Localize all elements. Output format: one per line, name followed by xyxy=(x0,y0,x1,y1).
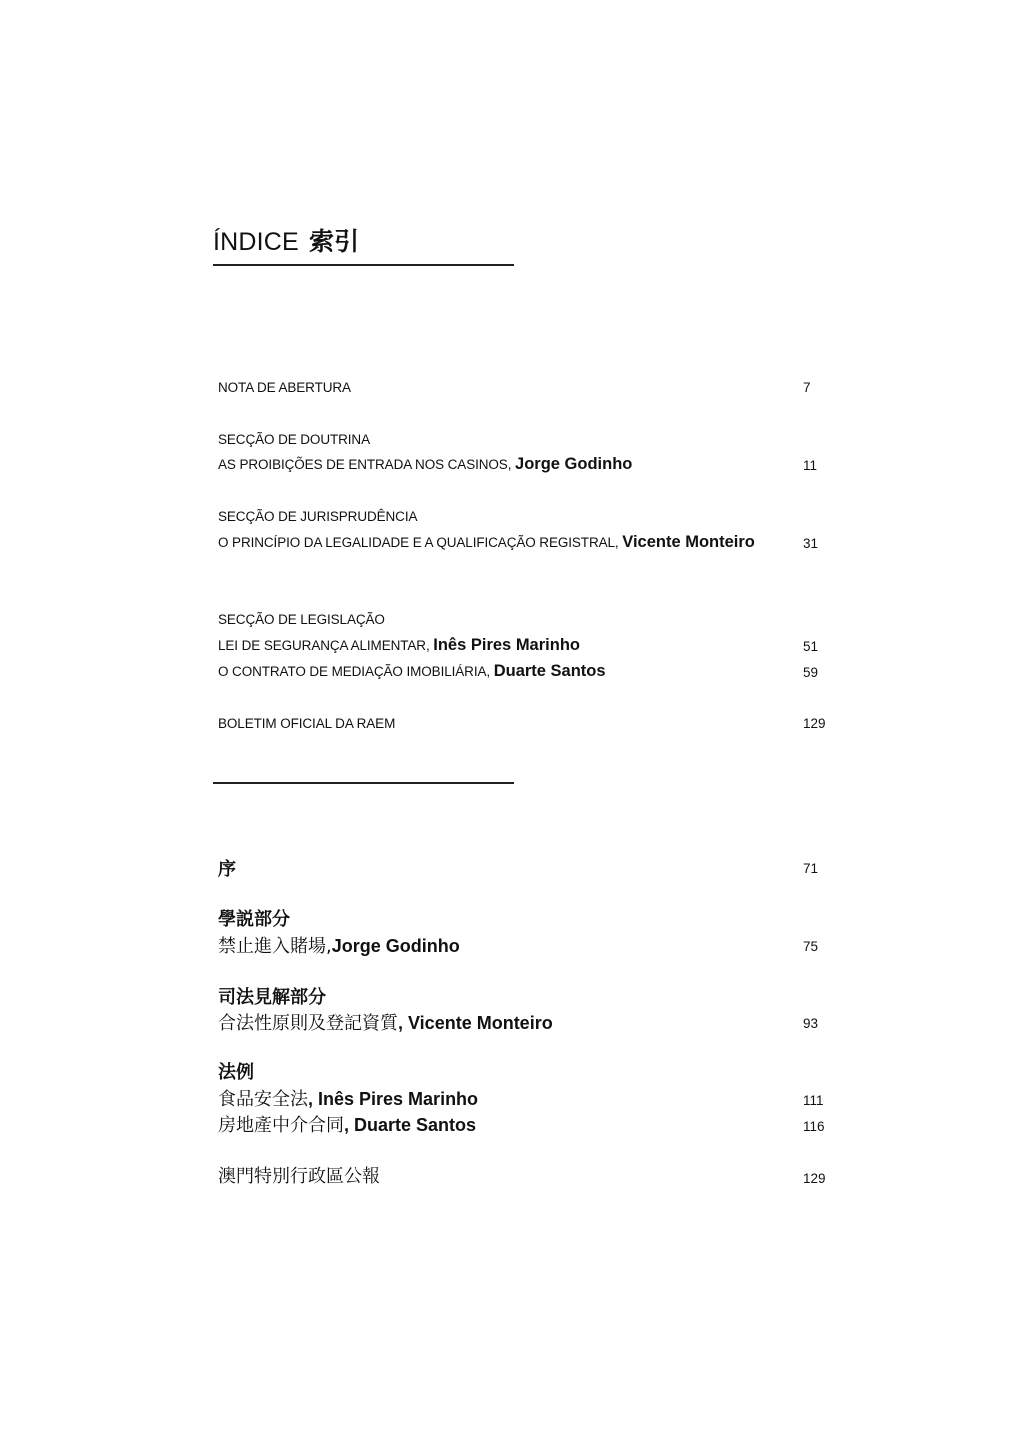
toc-entry-boletim-page: 129 xyxy=(803,716,826,731)
toc-entry-legality-zh[interactable] xyxy=(218,1014,553,1033)
toc-entry-author: Inês Pires Marinho xyxy=(433,636,580,654)
toc-entry-casino-ban-zh-page: 75 xyxy=(803,939,819,954)
toc-entry-title: 房地產中介合同 xyxy=(218,1115,344,1136)
section-heading-jurisprudence-zh: 司法見解部分 xyxy=(218,987,326,1008)
toc-entry-title: O PRINCÍPIO DA LEGALIDADE E A QUALIFICAÇÃO REGISTRAL, xyxy=(218,535,619,550)
section-heading-legislation-zh: 法例 xyxy=(218,1062,254,1083)
toc-entry-author: Duarte Santos xyxy=(493,662,606,680)
toc-entry-title: O CONTRATO DE MEDIAÇÃO IMOBILIÁRIA, xyxy=(218,664,491,679)
toc-entry-author: Jorge Godinho xyxy=(515,455,633,473)
toc-entry-preface[interactable]: 序 xyxy=(218,859,236,880)
section-heading-doctrine-zh: 學説部分 xyxy=(218,909,290,930)
toc-entry-seguranca-alimentar-page: 51 xyxy=(803,639,819,654)
toc-entry-seguranca-alimentar[interactable] xyxy=(218,637,580,654)
toc-entry-bulletin-zh-page: 129 xyxy=(803,1171,826,1186)
toc-entry-mediacao-imobiliaria[interactable] xyxy=(218,663,606,680)
toc-entry-preface-page: 71 xyxy=(803,861,819,876)
toc-entry-author: , Duarte Santos xyxy=(344,1115,477,1135)
toc-entry-real-estate-zh[interactable] xyxy=(218,1116,476,1135)
toc-entry-title: 食品安全法 xyxy=(218,1089,308,1110)
toc-entry-casino-ban-zh[interactable] xyxy=(218,937,460,956)
toc-entry-boletim[interactable]: BOLETIM OFICIAL DA RAEM xyxy=(218,716,396,731)
toc-entry-real-estate-zh-page: 116 xyxy=(803,1119,825,1134)
toc-entry-nota-title[interactable]: NOTA DE ABERTURA xyxy=(218,380,351,395)
language-divider xyxy=(213,782,514,784)
toc-entry-title: LEI DE SEGURANÇA ALIMENTAR, xyxy=(218,638,430,653)
toc-entry-author: , Vicente Monteiro xyxy=(398,1013,553,1033)
toc-entry-food-safety-zh-page: 111 xyxy=(803,1093,824,1108)
toc-entry-legalidade-page: 31 xyxy=(803,536,819,551)
page-title-zh: 索引 xyxy=(308,227,360,256)
toc-entry-legalidade[interactable] xyxy=(218,534,755,551)
section-heading-legislacao: SECÇÃO DE LEGISLAÇÃO xyxy=(218,612,385,627)
toc-entry-author: , Inês Pires Marinho xyxy=(308,1089,479,1109)
section-heading-jurisprudencia: SECÇÃO DE JURISPRUDÊNCIA xyxy=(218,509,418,524)
section-heading-doutrina: SECÇÃO DE DOUTRINA xyxy=(218,432,370,447)
page-title xyxy=(213,222,359,258)
toc-entry-mediacao-imobiliaria-page: 59 xyxy=(803,665,819,680)
page-title-pt: ÍNDICE xyxy=(213,228,299,256)
toc-entry-author: Jorge Godinho xyxy=(331,936,460,956)
toc-entry-legality-zh-page: 93 xyxy=(803,1016,819,1031)
toc-entry-title: AS PROIBIÇÕES DE ENTRADA NOS CASINOS, xyxy=(218,457,512,472)
toc-entry-author: Vicente Monteiro xyxy=(622,533,755,551)
toc-entry-bulletin-zh[interactable]: 澳門特別行政區公報 xyxy=(218,1166,380,1187)
toc-entry-casinos[interactable] xyxy=(218,456,632,473)
toc-entry-casinos-page: 11 xyxy=(803,458,818,473)
toc-entry-nota-page: 7 xyxy=(803,380,811,395)
toc-entry-food-safety-zh[interactable] xyxy=(218,1090,478,1109)
title-divider xyxy=(213,264,514,266)
toc-entry-title: 禁止進入賭場, xyxy=(218,936,332,957)
toc-entry-title: 合法性原則及登記資質 xyxy=(218,1013,398,1034)
